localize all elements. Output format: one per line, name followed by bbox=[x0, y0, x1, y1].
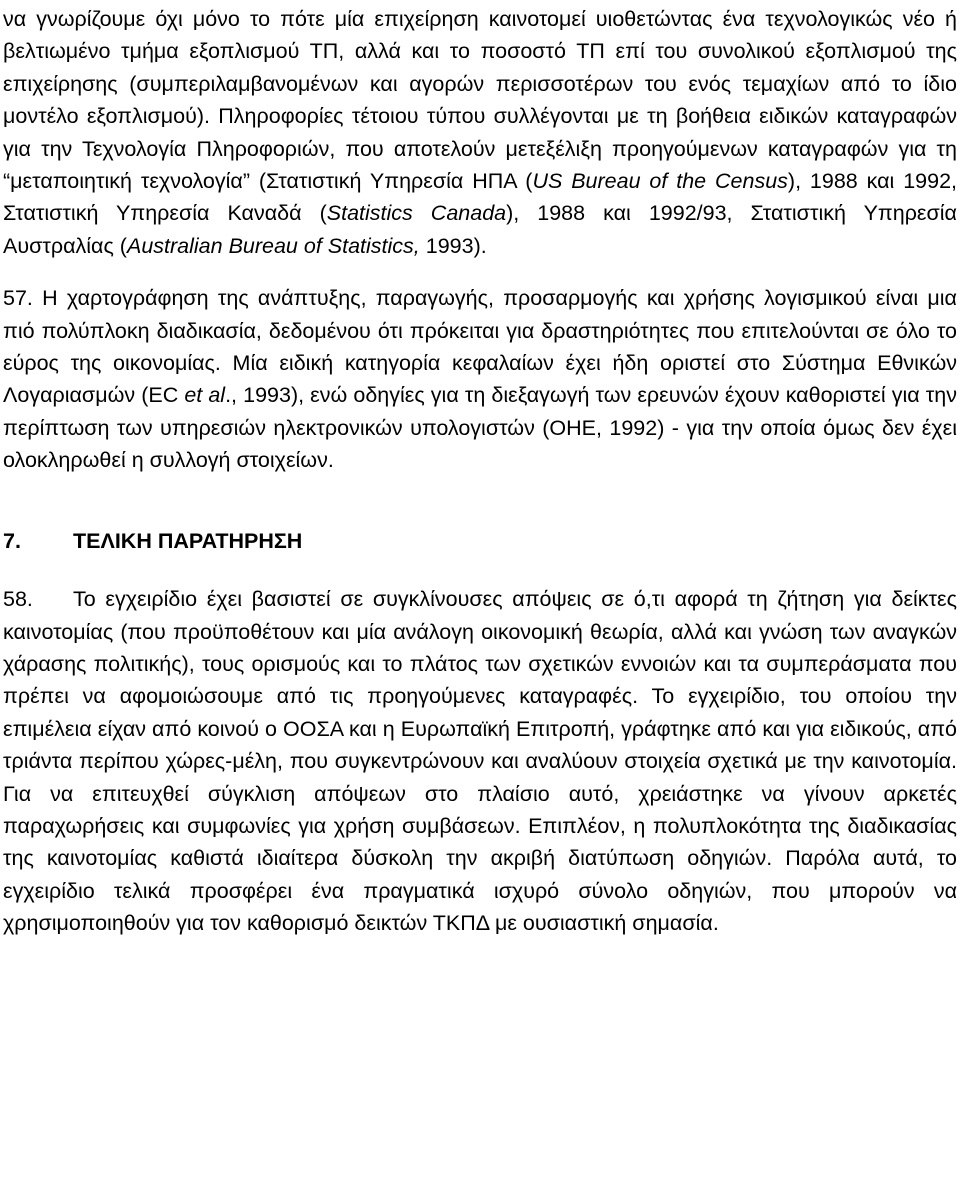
document-page bbox=[3, 0, 957, 940]
p56-text-1: να γνωρίζουμε όχι μόνο το πότε μία επιχείρηση καινοτομεί υιοθετώντας ένα τεχνολογικώς νέο ή βελτιωμένο τμήμα εξοπλισμού ΤΠ, αλλά και το ποσοστό ΤΠ επί του συνολικού εξοπλισμού της επιχείρησης (συμπεριλαμβανομένων και αγορών περισσοτέρων του ενός τεμαχίων από το ίδιο μοντέλο εξοπλισμού). Πληροφορίες τέτοιου τύπου συλλέγονται με τη βοήθεια ειδικών καταγραφών για την Τεχνολογία Πληροφοριών, που αποτελούν μετεξέλιξη προηγούμενων καταγραφών για τη “μεταποιητική τεχνολογία” (Στατιστική Υπηρεσία ΗΠΑ ( bbox=[3, 7, 957, 194]
p56-statistics-canada: Statistics Canada bbox=[326, 201, 507, 226]
p56-us-census: US Bureau of the Census bbox=[532, 169, 788, 194]
p56-text-4: 1993). bbox=[419, 233, 487, 258]
section-heading bbox=[3, 525, 957, 557]
p57-text-1: Η χαρτογράφηση της ανάπτυξης, παραγωγής, προσαρμογής και χρήσης λογισμικού είναι μια πιό πολύπλοκη διαδικασία, δεδομένου ότι πρόκειται για δραστηριότητες που επιτελούνται σε όλο το εύρος της οικονομίας. Μία ειδική κατηγορία κεφαλαίων έχει ήδη οριστεί στο Σύστημα Εθνικών Λογαριασμών (EC bbox=[3, 286, 957, 408]
p56-text-2: ), 1988 και 1992, Στατιστική Υπηρεσία Καναδά ( bbox=[3, 169, 957, 226]
section-number: 7. bbox=[3, 528, 21, 553]
section-title: ΤΕΛΙΚΗ ΠΑΡΑΤΗΡΗΣΗ bbox=[73, 528, 303, 553]
p56-text-3: ), 1988 και 1992/93, Στατιστική Υπηρεσία Αυστραλίας ( bbox=[3, 201, 957, 258]
p57-et-al: et al bbox=[184, 383, 226, 408]
p58-text: Το εγχειρίδιο έχει βασιστεί σε συγκλίνουσες απόψεις σε ό,τι αφορά τη ζήτηση για δείκτες καινοτομίας (που προϋποθέτουν και μία ανάλογη οικονομική θεωρία, αλλά και γνώση των αναγκών χάρασης πολιτικής), τους ορισμούς και το πλάτος των σχετικών εννοιών και τα συμπεράσματα που πρέπει να αφομοιώσουμε από τις προηγούμενες καταγραφές. Το εγχειρίδιο, του οποίου την επιμέλεια είχαν από κοινού ο ΟΟΣΑ και η Ευρωπαϊκή Επιτροπή, γράφτηκε από και για ειδικούς, από τριάντα περίπου χώρες-μέλη, που συγκεντρώνουν και αναλύουν στοιχεία σχετικά με την καινοτομία. Για να επιτευχθεί σύγκλιση απόψεων στο πλαίσιο αυτό, χρειάστηκε να γίνουν αρκετές παραχωρήσεις και συμφωνίες για χρήση συμβάσεων. Επιπλέον, η πολυπλοκότητα της διαδικασίας της καινοτομίας καθιστά ιδιαίτερα δύσκολη την ακριβή διατύπωση οδηγιών. Παρόλα αυτά, το εγχειρίδιο τελικά προσφέρει ένα πραγματικά ισχυρό σύνολο οδηγιών, που μπορούν να χρησιμοποιηθούν για τον καθορισμό δεικτών ΤΚΠΔ με ουσιαστική σημασία. bbox=[3, 587, 957, 936]
p57-number: 57. bbox=[3, 286, 33, 311]
paragraph-56-continuation bbox=[3, 3, 957, 262]
paragraph-58 bbox=[3, 583, 957, 939]
p56-australian-bureau: Australian Bureau of Statistics, bbox=[126, 233, 420, 258]
p57-text-2: ., 1993), ενώ οδηγίες για τη διεξαγωγή των ερευνών έχουν καθοριστεί για την περίπτωση των υπηρεσιών ηλεκτρονικών υπολογιστών (ΟΗΕ, 1992) - για την οποία όμως δεν έχει ολοκληρωθεί η συλλογή στοιχείων. bbox=[3, 383, 957, 473]
p58-number: 58. bbox=[3, 587, 33, 612]
paragraph-57 bbox=[3, 282, 957, 476]
